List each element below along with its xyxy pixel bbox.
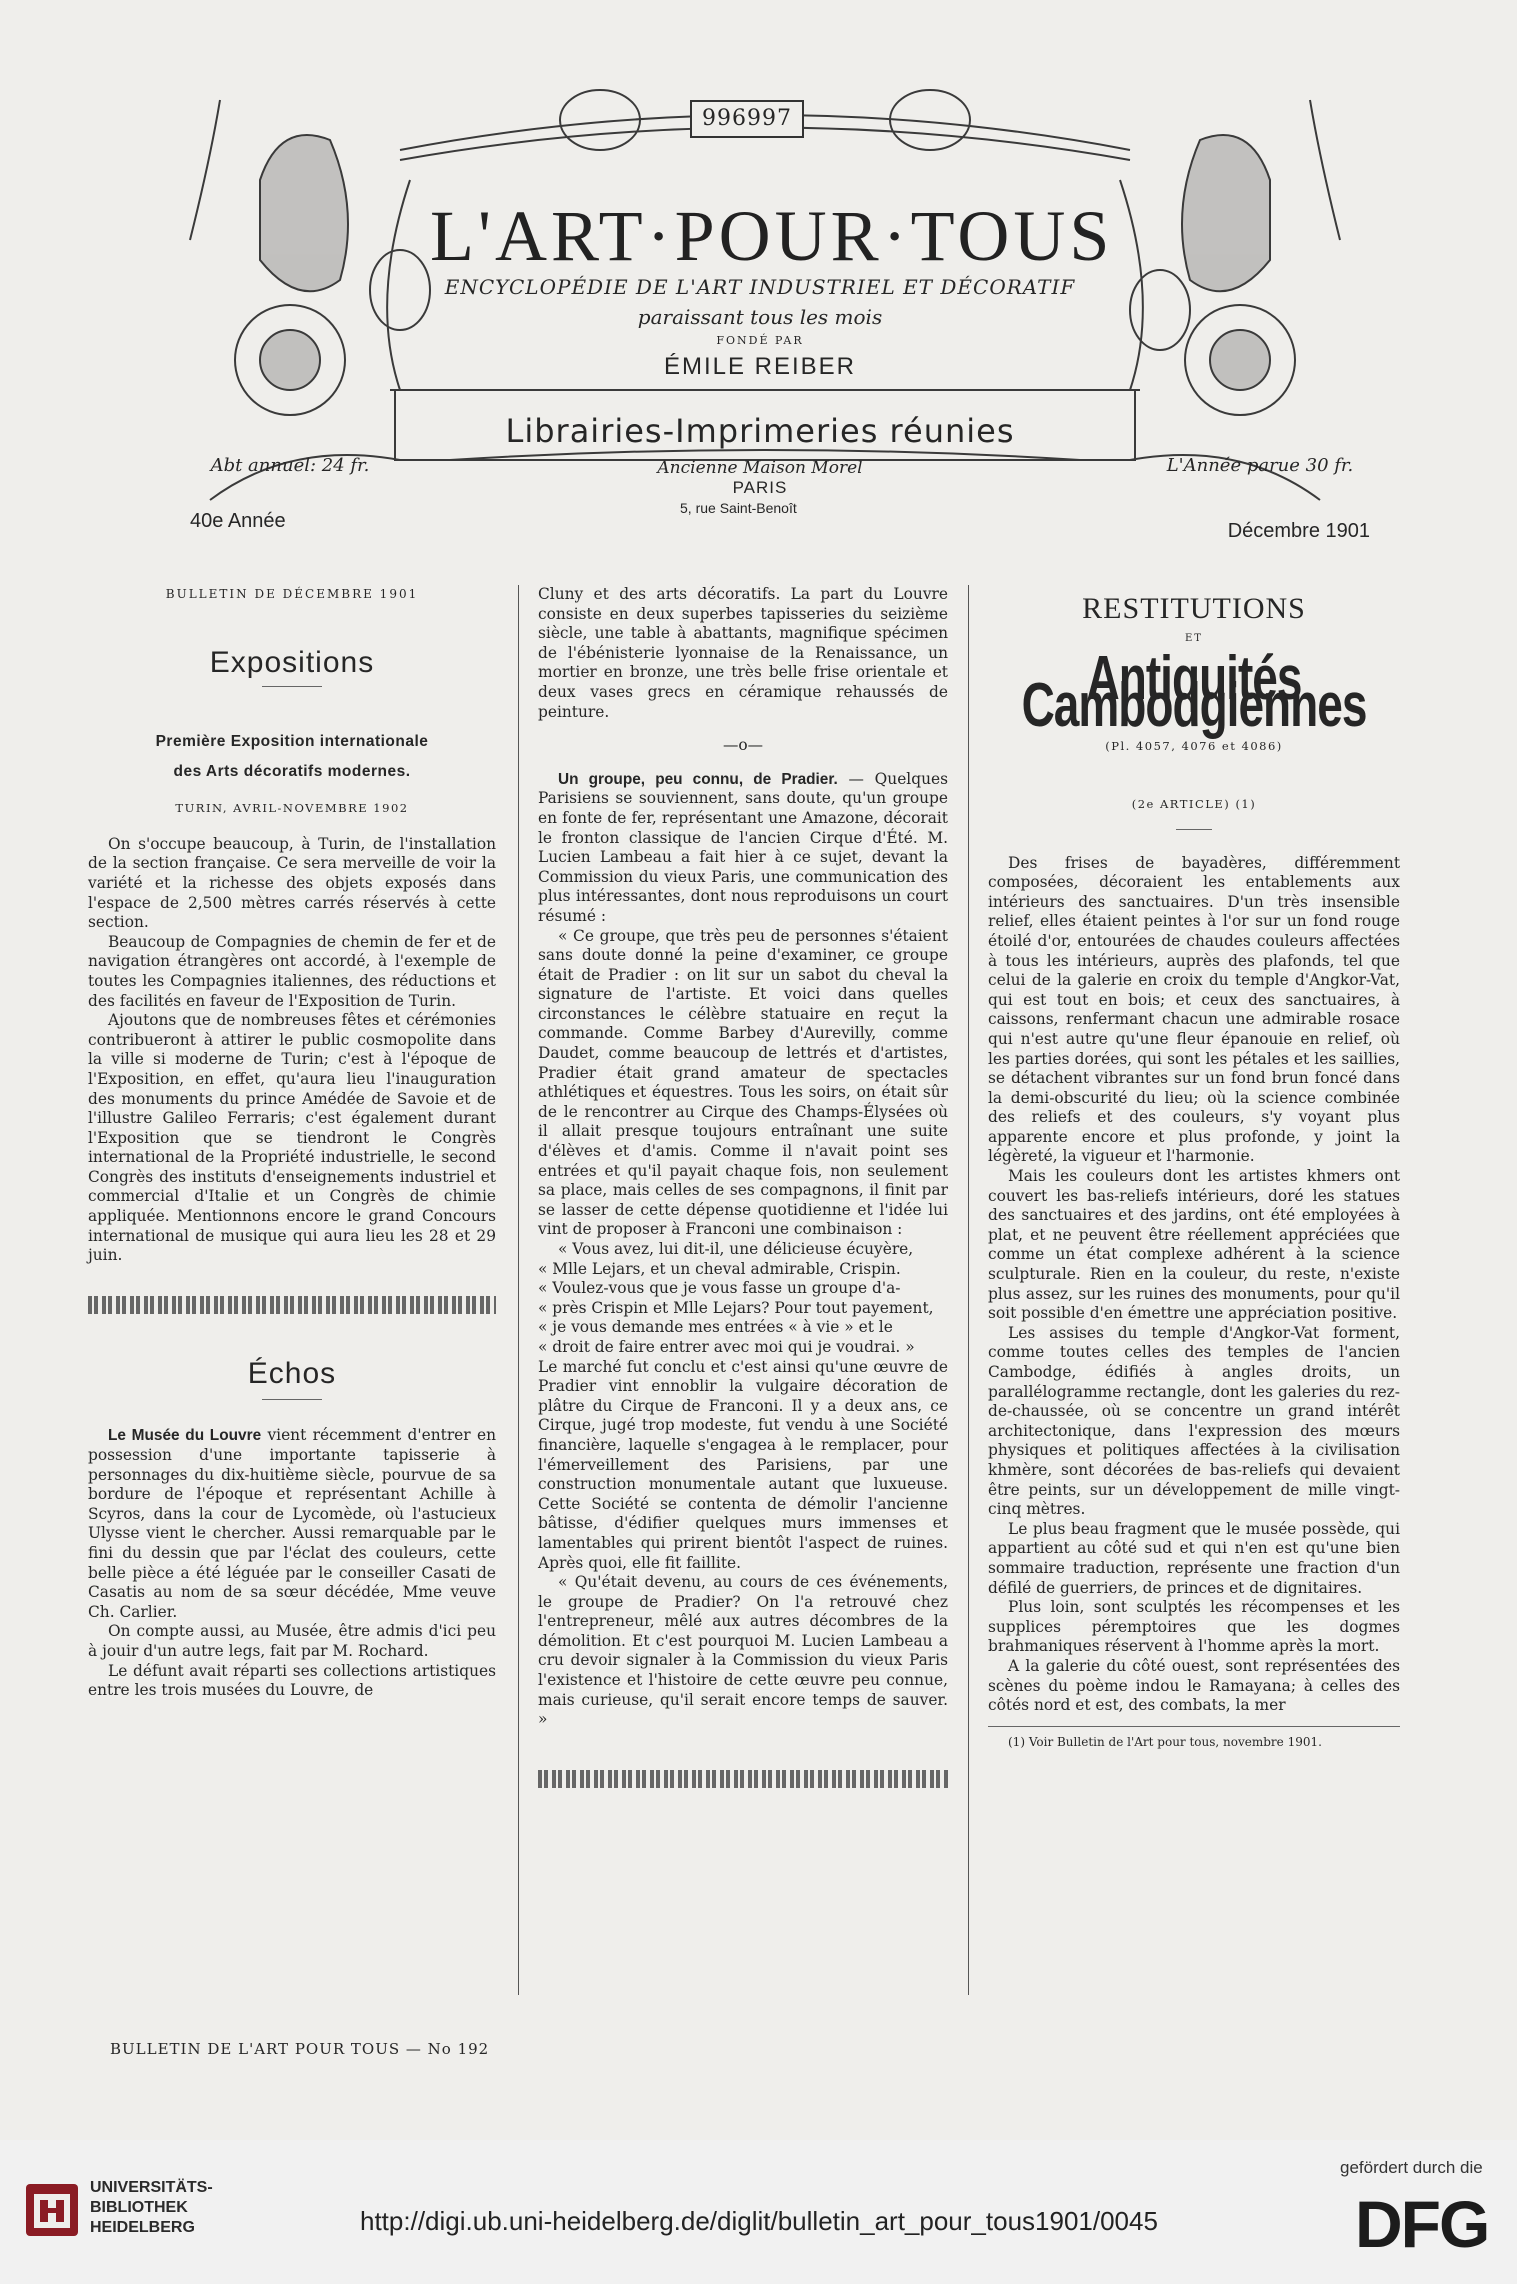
paragraph: Cluny et des arts décoratifs. La part du Louvre consiste en deux superbes tapisseries du seizième siècle, une table à abattants, magnifique spécimen de l'ébénisterie lyonnaise de la Renaissance, un mortier en bronze, une très belle frise orientale et deux vases grecs en céramique rehaussés de peinture.: [538, 585, 948, 721]
paragraph: Le plus beau fragment que le musée possède, qui appartient au côté sud et qui n'en est qu'une bien sommaire traduction, représente une fraction d'un défilé de guerriers, de princes et de dignitaires.: [988, 1519, 1400, 1597]
institution-line-2: BIBLIOTHEK: [90, 2199, 188, 2216]
expositions-title: Expositions: [209, 645, 375, 679]
quote-line: « près Crispin et Mlle Lejars? Pour tout payement,: [538, 1298, 934, 1317]
paragraph: [88, 1426, 496, 1622]
periodicity: paraissant tous les mois: [637, 305, 883, 329]
paragraph: A la galerie du côté ouest, sont représentées des scènes du poème indou le Ramayana; à celles des côtés nord et est, des combats, la mer: [988, 1656, 1400, 1715]
publisher-name: Librairies-Imprimeries réunies: [505, 412, 1015, 450]
expo-heading-line-1: Première Exposition internationale: [155, 733, 429, 751]
paragraph: On compte aussi, au Musée, être admis d'ici peu à jouir d'un autre legs, fait par M. Rochard.: [88, 1622, 496, 1660]
antiquites-title: Antiquités Cambodgiennes: [1021, 642, 1367, 740]
journal-title: L'ART·POUR·TOUS: [430, 196, 1114, 276]
ornament-divider: [538, 1770, 948, 1788]
paragraph: Des frises de bayadères, différemment composées, décoraient les entablements aux intérieurs des sanctuaires. D'un très insensible relief, elles étaient peintes à l'or sur un fond rouge étoilé d'or, entourées de chaudes couleurs affectées à tous les intérieurs, auprès des plafonds, tel que celui de la galerie en croix du temple d'Angkor-Vat, qui est tout en bois; et ceux des sanctuaires, à caissons, renfermant chacun une admirable rosace qui n'est autre qu'une fleur épanouie en relief, où les parties dorées, qui sont les pétales et les saillies, se détachent vibrantes sur un fond brun foncé dans la demi-obscurité du lieu; où la science combinée des reliefs et des couleurs, s'y voyant plus apparente encore et plus profonde, y joint la légèreté, la vigueur et l'harmonie.: [988, 853, 1400, 1166]
pradier-text: — Quelques Parisiens se souviennent, sans doute, qu'un groupe en fonte de fer, représentant une Amazone, décorait le fronton classique de l'ancien Cirque d'Été. M. Lucien Lambeau a fait hier à ce sujet, devant la Commission du vieux Paris, une communication des plus intéressantes, dont nous reproduisons un court résumé :: [538, 769, 948, 925]
restitutions-title: RESTITUTIONS: [1082, 592, 1306, 625]
quote-line: « Mlle Lejars, et un cheval admirable, Crispin.: [538, 1259, 901, 1278]
year-price: L'Année parue 30 fr.: [1166, 455, 1354, 476]
edition-year: 40e Année: [190, 510, 286, 532]
founded-by-label: FONDÉ PAR: [716, 334, 804, 347]
institution-line-3: HEIDELBERG: [90, 2219, 195, 2236]
institution-name: [90, 2178, 213, 2238]
paragraph: Le défunt avait réparti ses collections artistiques entre les trois musées du Louvre, de: [88, 1661, 496, 1700]
paragraph: Le marché fut conclu et c'est ainsi qu'une œuvre de Pradier vint ennoblir la vulgaire décoration de plâtre du Cirque de Franconi. Il y a deux ans, ce Cirque, jugé trop modeste, fut vendu à une Société financière, laquelle s'engagea à le remplacer, pour l'émerveillement des Parisiens, par une construction monumentale autant que luxueuse. Cette Société se contenta de démolir l'ancienne bâtisse, d'édifier quelques murs immenses et lamentables qui prirent bientôt l'aspect de ruines. Après quoi, elle fit faillite.: [538, 1357, 948, 1572]
section-separator: —o—: [722, 736, 764, 755]
column-rule-left: [518, 585, 519, 1995]
paragraph: « Ce groupe, que très peu de personnes s'étaient sans doute donné la peine d'examiner, ce groupe était de Pradier : on lit sur un sabot du cheval la signature de l'artiste. Et voici dans quelles circonstances le célèbre statuaire en reçut la commande. Comme Barbey d'Aurevilly, comme Daudet, comme beaucoup de lettrés et d'artistes, Pradier était grand amateur de spectacles athlétiques et équestres. Tous les soirs, on était sûr de le rencontrer au Cirque des Champs-Élysées où il allait presque toujours entraînant une suite d'élèves et d'amis. Comme il n'avait point ses entrées et qu'il payait chaque fois, non seulement sa place, mais celles de ses compagnons, il finit par se lasser de cette dépense quotidienne et l'idée lui vint de proposer à Franconi une combinaison :: [538, 926, 948, 1239]
quote-line: « je vous demande mes entrées « à vie » et le: [538, 1318, 893, 1337]
university-seal-icon: [22, 2178, 82, 2240]
paragraph: [538, 770, 948, 927]
paragraph: Les assises du temple d'Angkor-Vat forment, comme toutes celles des temples de l'ancien Cambodge, édifiés à angles droits, un parallélogramme rectangle, dont les galeries du rez-de-chaussée, où se concentre un grand intérêt architectonique, dans l'expression des mœurs physiques et politiques affectées à la civilisation khmère, sont décorées de bas-reliefs qui devaient être peints, sur un développement de mille vingt-cinq mètres.: [988, 1323, 1400, 1519]
plates-reference: (Pl. 4057, 4076 et 4086): [1105, 739, 1283, 754]
paragraph: Beaucoup de Compagnies de chemin de fer et de navigation étrangères ont accordé, à l'exemple de toutes les Compagnies italiennes, des réductions et des facilités en faveur de l'Exposition de Turin.: [88, 932, 496, 1010]
echos-title: Échos: [247, 1356, 337, 1390]
journal-subtitle: ENCYCLOPÉDIE DE L'ART INDUSTRIEL ET DÉCORATIF: [444, 275, 1076, 299]
conjunction: ET: [1185, 632, 1203, 644]
permalink-url[interactable]: http://digi.ub.uni-heidelberg.de/diglit/bulletin_art_pour_tous1901/0045: [360, 2206, 1158, 2236]
quote-line: « Voulez-vous que je vous fasse un groupe d'a-: [538, 1279, 901, 1298]
column-3: [988, 585, 1400, 1752]
publisher-city: PARIS: [732, 478, 788, 497]
column-2: [538, 585, 948, 1788]
bulletin-heading: BULLETIN DE DÉCEMBRE 1901: [165, 587, 419, 601]
column-rule-right: [968, 585, 969, 1995]
column-1: [88, 585, 496, 1701]
article-number: (2e ARTICLE) (1): [1131, 796, 1257, 811]
paragraph: « Qu'était devenu, au cours de ces événements, le groupe de Pradier? On l'a retrouvé chez l'entrepreneur, mêlé aux autres décombres de la démolition. Et c'est pourquoi M. Lucien Lambeau a cru devoir signaler à la Commission du vieux Paris l'existence et l'histoire de cette œuvre peu connue, mais curieuse, qu'il serait encore temps de sauver. »: [538, 1573, 948, 1729]
issue-date: Décembre 1901: [1227, 520, 1370, 542]
annual-subscription: Abt annuel: 24 fr.: [210, 455, 370, 476]
quote-line: « droit de faire entrer avec moi qui je voudrai. »: [538, 1337, 915, 1356]
institution-line-1: UNIVERSITÄTS-: [90, 2179, 213, 2196]
louvre-text: vient récemment d'entrer en possession d'une importante tapisserie à personnages du dix-huitième siècle, pourvue de sa bordure de l'époque et représentant Achille à Scyros, dans la cour de Lycomède, où l'astucieux Ulysse vient le chercher. Aussi remarquable par le fini du dessin que par l'éclat des couleurs, cette belle pièce a été léguée par le conseiller Casati de Casatis au nom de sa sœur décédée, Mme veuve Ch. Carlier.: [88, 1426, 496, 1621]
issue-number: 996997: [690, 100, 804, 138]
funding-caption: gefördert durch die: [1340, 2158, 1483, 2177]
publisher-former: Ancienne Maison Morel: [657, 458, 863, 478]
footnote: (1) Voir Bulletin de l'Art pour tous, novembre 1901.: [1008, 1734, 1322, 1749]
pradier-lead: Un groupe, peu connu, de Pradier.: [558, 770, 838, 788]
paragraph: Plus loin, sont sculptés les récompenses et les supplices péremptoires que les dogmes brahmaniques réservent à l'homme après la mort.: [988, 1598, 1400, 1656]
paragraph: Ajoutons que de nombreuses fêtes et cérémonies contribueront à attirer le public cosmopolite dans la ville si moderne de Turin; c'est à l'époque de l'Exposition, en effet, qu'aura lieu l'inauguration des monuments du prince Amédée de Savoie et de l'illustre Galileo Ferraris; c'est également durant l'Exposition que se tiendront le Congrès international de la Propriété industrielle, le second Congrès des instituts d'enseignements industriel et commercial d'Italie et un Congrès de chimie appliquée. Mentionnons encore le grand Concours international de musique qui aura lieu les 28 et 29 juin.: [88, 1011, 496, 1265]
paragraph: On s'occupe beaucoup, à Turin, de l'installation de la section française. Ce sera merveille de voir la variété et la richesse des objets exposés dans l'espace de 2,500 mètres carrés réservés à cette section.: [88, 834, 496, 932]
quote-line: « Vous avez, lui dit-il, une délicieuse écuyère,: [558, 1240, 914, 1258]
expo-place: TURIN, AVRIL-NOVEMBRE 1902: [175, 801, 409, 816]
masthead: [150, 60, 1380, 560]
dfg-logo: DFG: [1355, 2187, 1489, 2261]
page-footer: BULLETIN DE L'ART POUR TOUS — No 192: [110, 2040, 490, 2058]
publisher-street: 5, rue Saint-Benoît: [680, 500, 797, 516]
paragraph: Mais les couleurs dont les artistes khmers ont couvert les bas-reliefs intérieurs, doré les statues des sanctuaires et des jardins, ont été employées à plat, et ne peuvent être réellement appréciées que comme un état complexe adhérent à la science sculpturale. Rien en la couleur, du reste, n'existe plus assez, sur les ruines des monuments, pour qu'il soit possible d'en émettre une appréciation positive.: [988, 1167, 1400, 1323]
louvre-lead: Le Musée du Louvre: [108, 1427, 262, 1445]
expo-heading-line-2: des Arts décoratifs modernes.: [173, 763, 411, 781]
ornament-divider: [88, 1296, 496, 1314]
founder-name: ÉMILE REIBER: [663, 353, 857, 380]
